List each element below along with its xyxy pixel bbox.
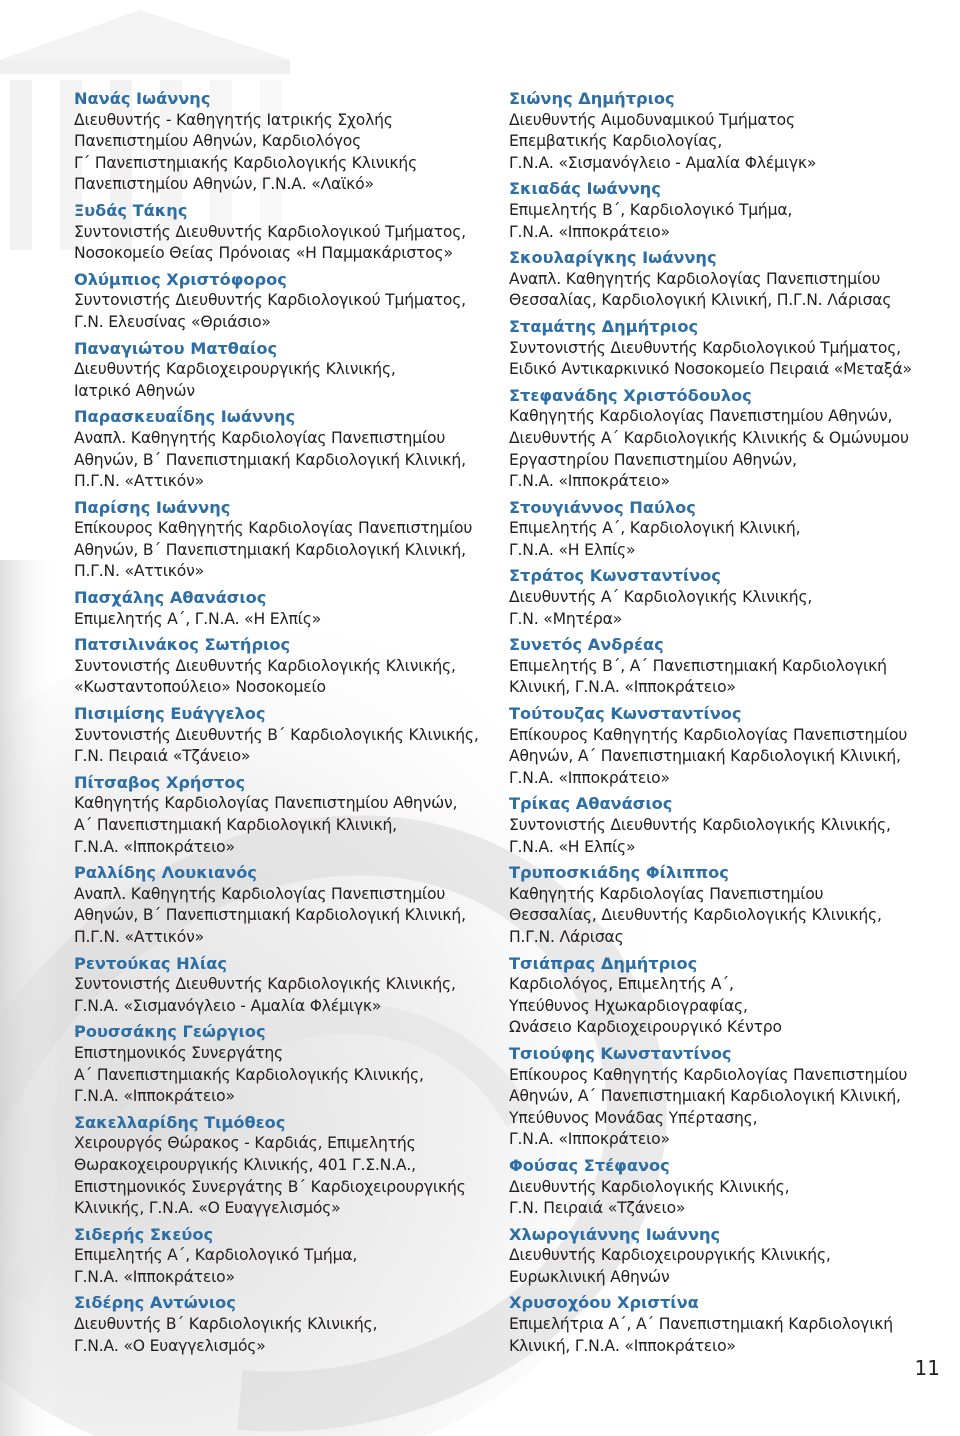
affiliation-line: Επιμελητής Α΄, Καρδιολογική Κλινική, <box>509 519 801 538</box>
affiliation-line: Εργαστηρίου Πανεπιστημίου Αθηνών, <box>509 450 797 469</box>
affiliation-line: Γ.Ν.Α. «Ο Ευαγγελισμός» <box>74 1336 266 1355</box>
affiliation-line: Επεμβατικής Καρδιολογίας, <box>509 132 723 151</box>
directory-entry <box>74 703 504 768</box>
affiliation-line: Υπεύθυνος Ηχωκαρδιογραφίας, <box>509 996 748 1015</box>
left-column <box>74 88 504 1361</box>
affiliation-line: Διευθυντής Αιμοδυναμικού Τμήματος <box>509 110 795 129</box>
affiliation-line: Πανεπιστημίου Αθηνών, Καρδιολόγος <box>74 132 362 151</box>
person-name: Σκουλαρίγκης Ιωάννης <box>509 248 717 268</box>
affiliation-line: Επίκουρος Καθηγητής Καρδιολογίας Πανεπιστημίου <box>74 519 473 538</box>
person-name: Τσιάπρας Δημήτριος <box>509 953 698 973</box>
affiliation-line: Π.Γ.Ν. «Αττικόν» <box>74 927 204 946</box>
person-name: Ξυδάς Τάκης <box>74 200 188 220</box>
affiliation-line: Γ.Ν.Α. «Ιπποκράτειο» <box>509 472 670 491</box>
affiliation-line: Καθηγητής Καρδιολογίας Πανεπιστημίου <box>509 884 824 903</box>
page-number: 11 <box>914 1356 940 1380</box>
affiliation-line: Π.Γ.Ν. «Αττικόν» <box>74 472 204 491</box>
person-name: Παρασκευαΐδης Ιωάννης <box>74 407 296 427</box>
person-name: Τρίκας Αθανάσιος <box>509 794 673 814</box>
affiliation-line: Διευθυντής - Καθηγητής Ιατρικής Σχολής <box>74 110 393 129</box>
affiliation-line: Γ.Ν.Α. «Η Ελπίς» <box>509 837 636 856</box>
affiliation-line: Συντονιστής Διευθυντής Καρδιολογικού Τμήματος, <box>509 338 901 357</box>
affiliation-line: Θεσσαλίας, Διευθυντής Καρδιολογικής Κλινικής, <box>509 906 882 925</box>
affiliation-line: Γ.Ν.Α. «Σισμανόγλειο - Αμαλία Φλέμιγκ» <box>509 153 817 172</box>
affiliation-line: Γ.Ν. Πειραιά «Τζάνειο» <box>74 747 251 766</box>
directory-entry <box>74 88 504 196</box>
person-name: Σακελλαρίδης Τιμόθεος <box>74 1112 286 1132</box>
affiliation-line: Επίκουρος Καθηγητής Καρδιολογίας Πανεπιστημίου <box>509 725 908 744</box>
person-name: Χρυσοχόου Χριστίνα <box>509 1293 699 1313</box>
directory-entry <box>509 385 949 493</box>
affiliation-line: Π.Γ.Ν. «Αττικόν» <box>74 562 204 581</box>
affiliation-line: Ειδικό Αντικαρκινικό Νοσοκομείο Πειραιά «Μεταξά» <box>509 360 912 379</box>
affiliation-line: Συντονιστής Διευθυντής Καρδιολογικής Κλινικής, <box>74 656 456 675</box>
person-name: Πασχάλης Αθανάσιος <box>74 588 267 608</box>
affiliation-line: Γ.Ν.Α. «Ιπποκράτειο» <box>74 837 235 856</box>
affiliation-line: Γ.Ν. Ελευσίνας «Θριάσιο» <box>74 312 271 331</box>
affiliation-line: Αναπλ. Καθηγητής Καρδιολογίας Πανεπιστημίου <box>74 428 446 447</box>
directory-entry <box>74 587 504 630</box>
person-name: Ρεντούκας Ηλίας <box>74 953 227 973</box>
affiliation-line: Θωρακοχειρουργικής Κλινικής, 401 Γ.Σ.Ν.Α., <box>74 1155 416 1174</box>
affiliation-line: Κλινική, Γ.Ν.Α. «Ιπποκράτειο» <box>509 678 736 697</box>
affiliation-line: Καρδιολόγος, Επιμελητής Α΄, <box>509 975 734 994</box>
affiliation-line: Γ.Ν.Α. «Η Ελπίς» <box>509 540 636 559</box>
affiliation-line: Αθηνών, Α΄ Πανεπιστημιακή Καρδιολογική Κλινική, <box>509 1087 901 1106</box>
affiliation-line: Επιμελητής Α΄, Καρδιολογικό Τμήμα, <box>74 1246 358 1265</box>
affiliation-line: Γ.Ν. Πειραιά «Τζάνειο» <box>509 1199 686 1218</box>
directory-entry <box>509 703 949 789</box>
affiliation-line: Επιμελητής Β΄, Καρδιολογικό Τμήμα, <box>509 200 793 219</box>
person-name: Παρίσης Ιωάννης <box>74 497 231 517</box>
person-name: Πατσιλινάκος Σωτήριος <box>74 635 291 655</box>
affiliation-line: Γ.Ν.Α. «Ιπποκράτειο» <box>509 222 670 241</box>
directory-entry <box>509 316 949 381</box>
affiliation-line: Αθηνών, Β΄ Πανεπιστημιακή Καρδιολογική Κλινική, <box>74 540 466 559</box>
affiliation-line: Αθηνών, Α΄ Πανεπιστημιακή Καρδιολογική Κλινική, <box>509 747 901 766</box>
person-name: Τούτουζας Κωνσταντίνος <box>509 704 742 724</box>
affiliation-line: Συντονιστής Διευθυντής Β΄ Καρδιολογικής Κλινικής, <box>74 725 479 744</box>
directory-entry <box>509 634 949 699</box>
affiliation-line: «Κωσταντοπούλειο» Νοσοκομείο <box>74 678 326 697</box>
directory-entry <box>74 1224 504 1289</box>
affiliation-line: Ευρωκλινική Αθηνών <box>509 1267 670 1286</box>
affiliation-line: Διευθυντής Καρδιολογικής Κλινικής, <box>509 1177 790 1196</box>
person-name: Ραλλίδης Λουκιανός <box>74 863 257 883</box>
directory-entry <box>509 1155 949 1220</box>
directory-entry <box>74 772 504 858</box>
directory-entry <box>509 247 949 312</box>
directory-entry <box>74 862 504 948</box>
person-name: Πισιμίσης Ευάγγελος <box>74 704 266 724</box>
affiliation-line: Θεσσαλίας, Καρδιολογική Κλινική, Π.Γ.Ν. Λάρισας <box>509 291 892 310</box>
person-name: Τρυποσκιάδης Φίλιππος <box>509 863 729 883</box>
directory-entry <box>509 88 949 174</box>
person-name: Σιδέρης Αντώνιος <box>74 1293 236 1313</box>
person-name: Σταμάτης Δημήτριος <box>509 316 699 336</box>
affiliation-line: Γ.Ν.Α. «Ιπποκράτειο» <box>509 768 670 787</box>
directory-entry <box>509 1292 949 1357</box>
person-name: Νανάς Ιωάννης <box>74 89 211 108</box>
directory-entry <box>509 953 949 1039</box>
person-name: Στουγιάννος Παύλος <box>509 497 696 517</box>
directory-entry <box>509 1224 949 1289</box>
affiliation-line: Επιμελήτρια Α΄, Α΄ Πανεπιστημιακή Καρδιολογική <box>509 1315 893 1334</box>
person-name: Συνετός Ανδρέας <box>509 635 664 655</box>
person-name: Παναγιώτου Ματθαίος <box>74 338 278 358</box>
affiliation-line: Π.Γ.Ν. Λάρισας <box>509 927 624 946</box>
directory-entry <box>74 953 504 1018</box>
person-name: Σκιαδάς Ιωάννης <box>509 179 661 199</box>
person-name: Χλωρογιάννης Ιωάννης <box>509 1224 721 1244</box>
directory-entry <box>509 1043 949 1151</box>
directory-entry <box>74 338 504 403</box>
affiliation-line: Διευθυντής Καρδιοχειρουργικής Κλινικής, <box>509 1246 831 1265</box>
person-name: Στεφανάδης Χριστόδουλος <box>509 385 752 405</box>
affiliation-line: Αναπλ. Καθηγητής Καρδιολογίας Πανεπιστημίου <box>74 884 446 903</box>
person-name: Πίτσαβος Χρήστος <box>74 772 246 792</box>
affiliation-line: Συντονιστής Διευθυντής Καρδιολογικού Τμήματος, <box>74 291 466 310</box>
affiliation-line: Γ.Ν.Α. «Ιπποκράτειο» <box>509 1130 670 1149</box>
affiliation-line: Γ.Ν.Α. «Ιπποκράτειο» <box>74 1267 235 1286</box>
affiliation-line: Γ.Ν. «Μητέρα» <box>509 609 623 628</box>
affiliation-line: Γ΄ Πανεπιστημιακής Καρδιολογικής Κλινικής <box>74 153 418 172</box>
affiliation-line: Α΄ Πανεπιστημιακή Καρδιολογική Κλινική, <box>74 816 397 834</box>
directory-entry <box>509 793 949 858</box>
directory-entry <box>509 565 949 630</box>
directory-entry <box>509 178 949 243</box>
affiliation-line: Επιστημονικός Συνεργάτης Β΄ Καρδιοχειρουργικής <box>74 1177 466 1196</box>
directory-entry <box>509 497 949 562</box>
directory-entry <box>74 200 504 265</box>
directory-entry <box>74 406 504 492</box>
affiliation-line: Γ.Ν.Α. «Ιπποκράτειο» <box>74 1087 235 1106</box>
directory-entry <box>74 1021 504 1107</box>
directory-entry <box>74 1292 504 1357</box>
affiliation-line: Νοσοκομείο Θείας Πρόνοιας «Η Παμμακάριστος» <box>74 244 453 263</box>
affiliation-line: Πανεπιστημίου Αθηνών, Γ.Ν.Α. «Λαϊκό» <box>74 175 374 194</box>
affiliation-line: Συντονιστής Διευθυντής Καρδιολογικής Κλινικής, <box>509 816 891 834</box>
affiliation-line: Επιμελητής Α΄, Γ.Ν.Α. «Η Ελπίς» <box>74 609 322 628</box>
person-name: Φούσας Στέφανος <box>509 1155 670 1175</box>
affiliation-line: Υπεύθυνος Μονάδας Υπέρτασης, <box>509 1108 758 1127</box>
affiliation-line: Αναπλ. Καθηγητής Καρδιολογίας Πανεπιστημίου <box>509 269 881 288</box>
person-name: Σιδερής Σκεύος <box>74 1224 214 1244</box>
affiliation-line: Επίκουρος Καθηγητής Καρδιολογίας Πανεπιστημίου <box>509 1065 908 1084</box>
directory-entry <box>74 634 504 699</box>
affiliation-line: Καθηγητής Καρδιολογίας Πανεπιστημίου Αθηνών, <box>509 407 893 426</box>
affiliation-line: Κλινική, Γ.Ν.Α. «Ιπποκράτειο» <box>509 1336 736 1355</box>
affiliation-line: Α΄ Πανεπιστημιακής Καρδιολογικής Κλινικής, <box>74 1065 424 1084</box>
affiliation-line: Συντονιστής Διευθυντής Καρδιολογικής Κλινικής, <box>74 975 456 994</box>
affiliation-line: Επιμελητής Β΄, Α΄ Πανεπιστημιακή Καρδιολογική <box>509 656 887 675</box>
person-name: Ρουσσάκης Γεώργιος <box>74 1022 266 1042</box>
person-name: Στράτος Κωνσταντίνος <box>509 566 721 586</box>
affiliation-line: Αθηνών, Β΄ Πανεπιστημιακή Καρδιολογική Κλινική, <box>74 450 466 469</box>
affiliation-line: Αθηνών, Β΄ Πανεπιστημιακή Καρδιολογική Κλινική, <box>74 906 466 925</box>
right-column <box>509 88 949 1361</box>
affiliation-line: Διευθυντής Β΄ Καρδιολογικής Κλινικής, <box>74 1315 378 1334</box>
directory-entry <box>74 497 504 583</box>
affiliation-line: Γ.Ν.Α. «Σισμανόγλειο - Αμαλία Φλέμιγκ» <box>74 996 382 1015</box>
affiliation-line: Κλινικής, Γ.Ν.Α. «Ο Ευαγγελισμός» <box>74 1199 341 1218</box>
affiliation-line: Χειρουργός Θώρακος - Καρδιάς, Επιμελητής <box>74 1134 416 1153</box>
affiliation-line: Ωνάσειο Καρδιοχειρουργικό Κέντρο <box>509 1018 782 1037</box>
directory-entry <box>509 862 949 948</box>
affiliation-line: Ιατρικό Αθηνών <box>74 381 195 400</box>
person-name: Σιώνης Δημήτριος <box>509 89 675 108</box>
directory-entry <box>74 269 504 334</box>
affiliation-line: Επιστημονικός Συνεργάτης <box>74 1043 284 1062</box>
affiliation-line: Συντονιστής Διευθυντής Καρδιολογικού Τμήματος, <box>74 222 466 241</box>
person-name: Τσιούφης Κωνσταντίνος <box>509 1043 732 1063</box>
affiliation-line: Καθηγητής Καρδιολογίας Πανεπιστημίου Αθηνών, <box>74 794 458 813</box>
affiliation-line: Διευθυντής Καρδιοχειρουργικής Κλινικής, <box>74 360 396 379</box>
affiliation-line: Διευθυντής Α΄ Καρδιολογικής Κλινικής & Ομώνυμου <box>509 428 909 447</box>
directory-entry <box>74 1112 504 1220</box>
affiliation-line: Διευθυντής Α΄ Καρδιολογικής Κλινικής, <box>509 588 813 607</box>
person-name: Ολύμπιος Χριστόφορος <box>74 269 287 289</box>
